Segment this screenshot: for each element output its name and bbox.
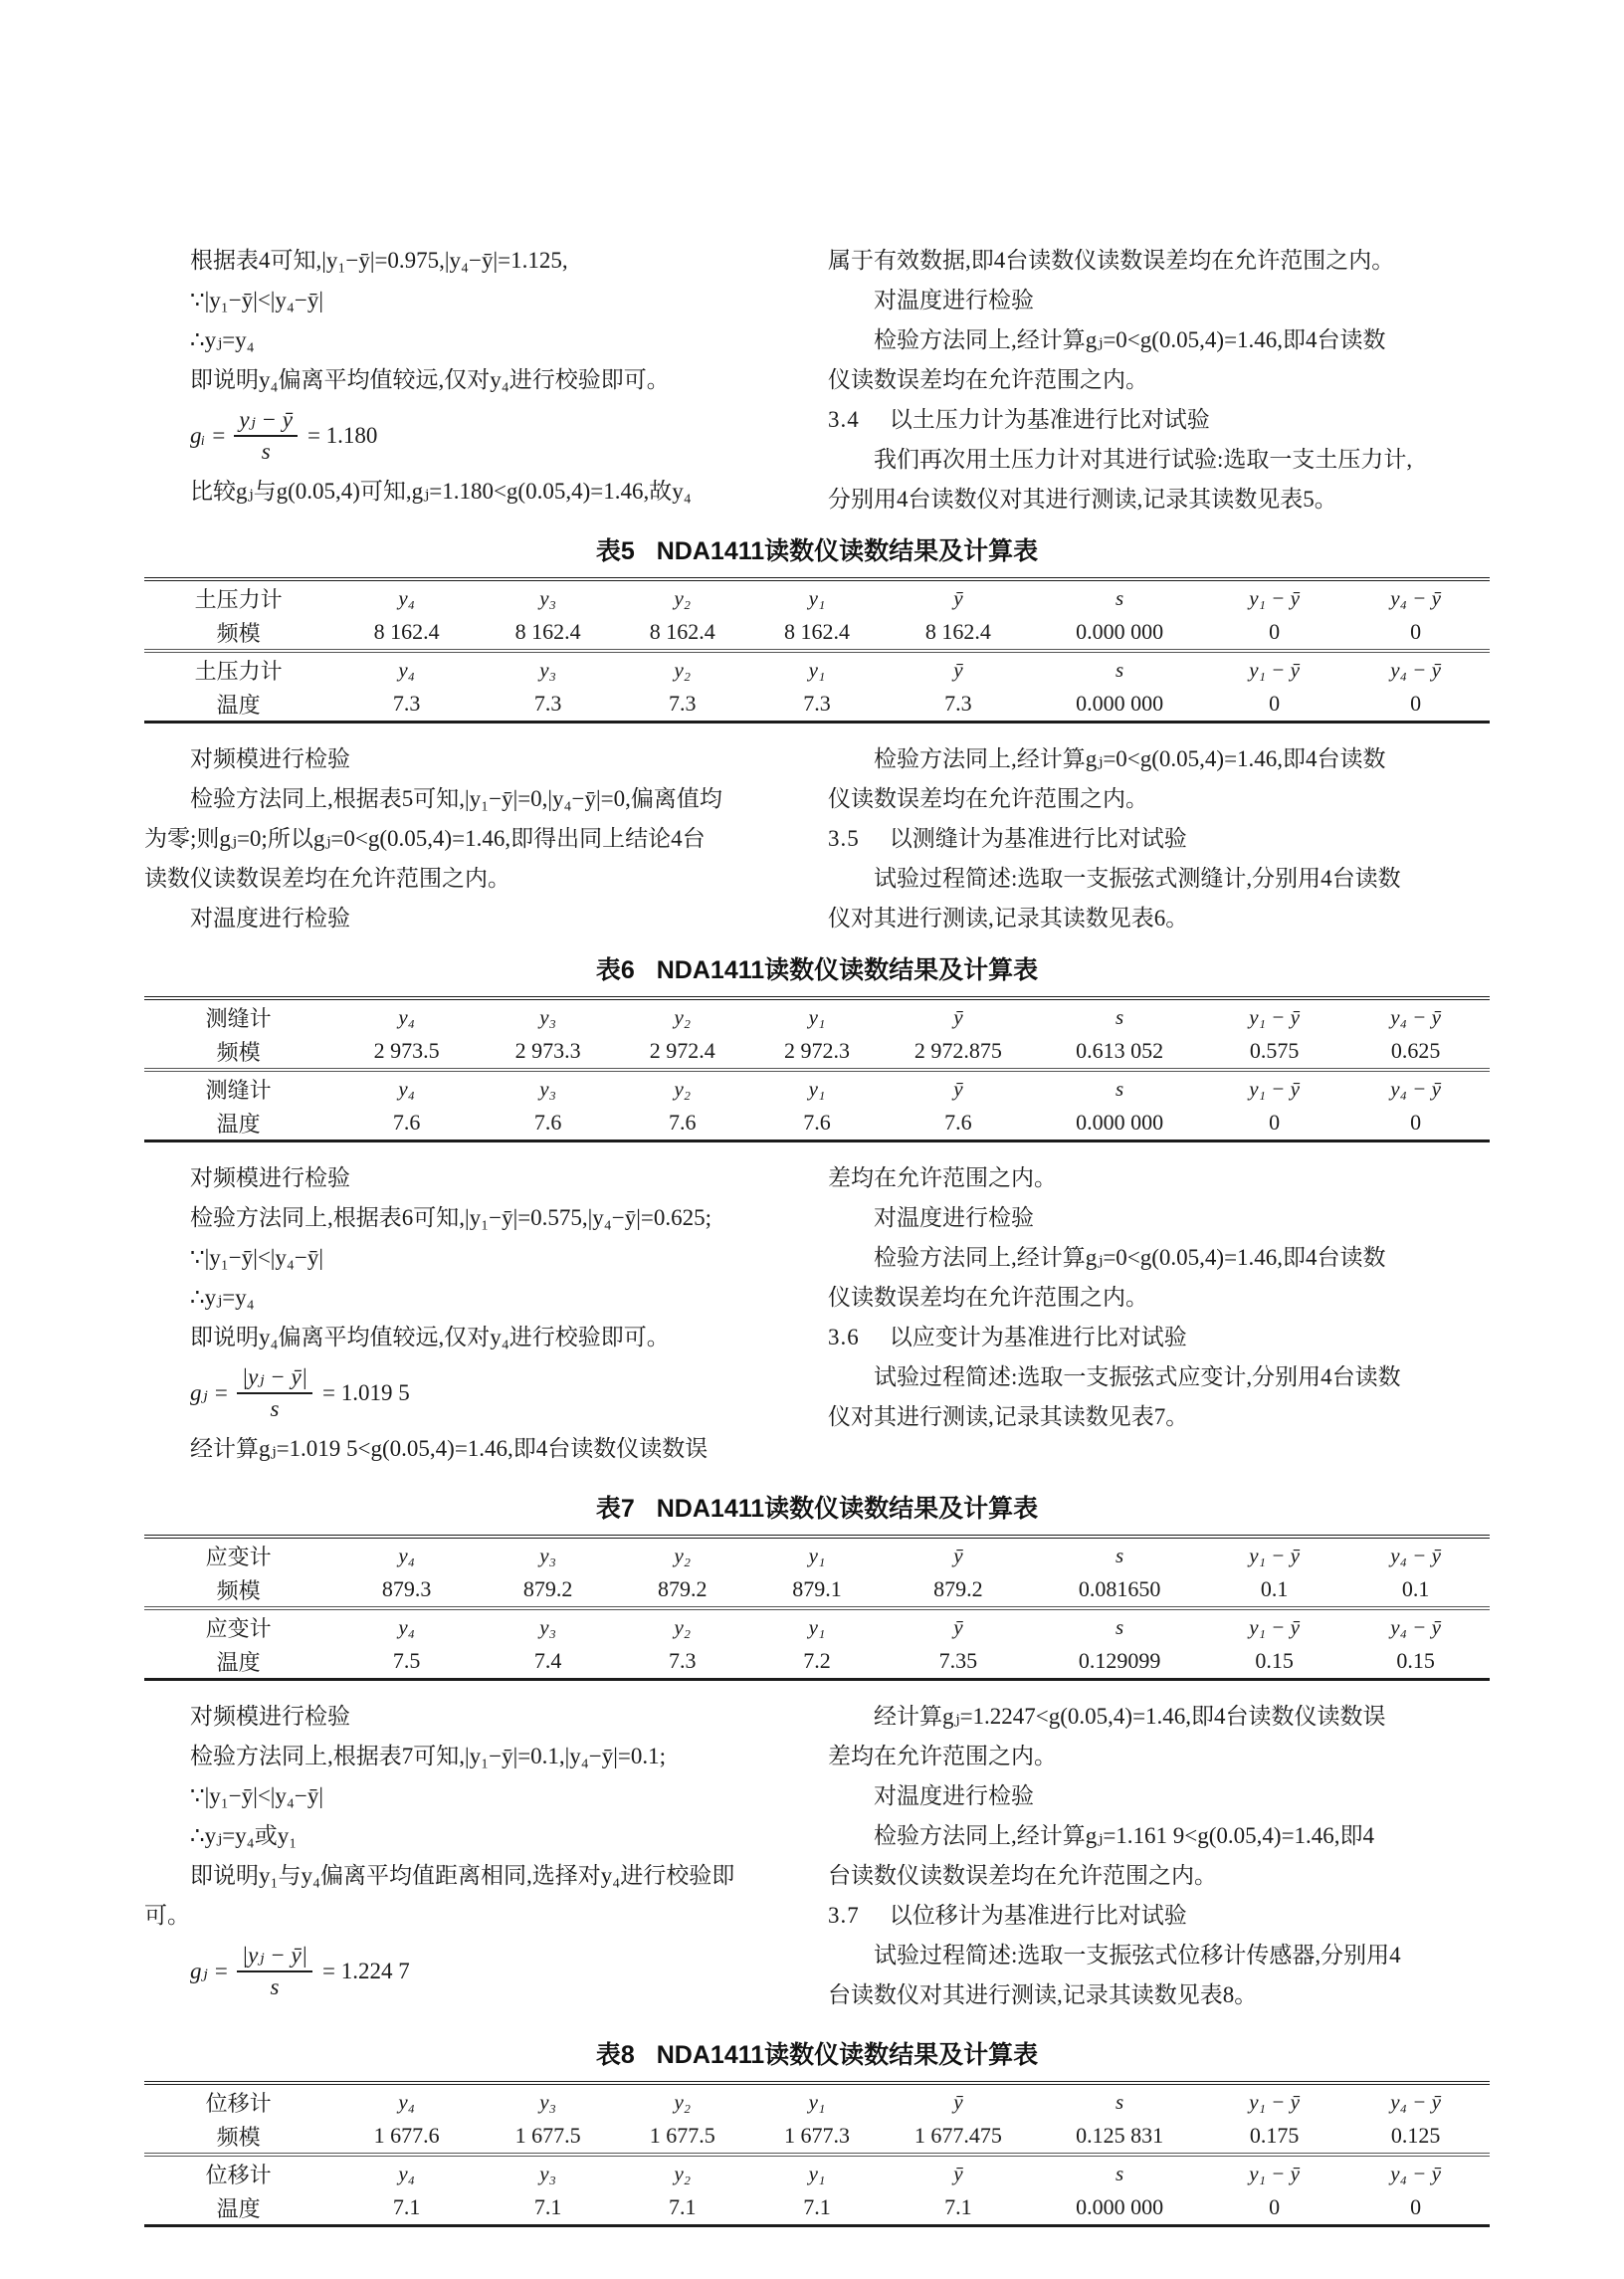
column-header-cell: y₂ — [674, 1543, 692, 1567]
table-caption-label: 表6 — [595, 956, 635, 984]
text-line: 检验方法同上,根据表7可知,|y₁−ȳ|=0.1,|y₄−ȳ|=0.1; — [190, 1744, 666, 1768]
table-5-block — [144, 533, 1490, 724]
table-header-row — [144, 2083, 1490, 2119]
table-value-cell: 2 972.875 — [914, 1038, 1002, 1063]
column-header-cell: s — [1116, 585, 1124, 610]
text-column-left — [144, 739, 806, 938]
math-formula — [144, 1936, 806, 2007]
column-header-cell: ȳ — [885, 1608, 1033, 1644]
text-line: ∵|y₁−ȳ|<|y₄−ȳ| — [190, 1245, 324, 1270]
column-header-cell: y₄ — [332, 651, 481, 687]
text-line: ∴yⱼ=y₄或y₁ — [190, 1823, 298, 1848]
text-section-a — [144, 241, 1490, 519]
formula-lhs: gⱼ = — [190, 1959, 229, 1983]
table-value-cell: 1 677.475 — [914, 2123, 1002, 2148]
table-value-cell: 879.1 — [792, 1576, 842, 1601]
column-header-cell: y₄ − ȳ — [1390, 1543, 1441, 1567]
table-value-cell: 2 973.3 — [514, 1038, 581, 1063]
column-header-cell: y₁ − ȳ — [1249, 1543, 1300, 1567]
text-line: 比较gⱼ与g(0.05,4)可知,gⱼ=1.180<g(0.05,4)=1.46,故y₄ — [190, 479, 692, 504]
table-value-cell: 7.3 — [944, 691, 972, 716]
table-value-cell: 0.1 — [1401, 1576, 1430, 1601]
table-value-cell: 0.000 000 — [1076, 1110, 1164, 1135]
instrument-label-cell: 土压力计 — [144, 651, 332, 687]
text-line: 根据表4可知,|y₁−ȳ|=0.975,|y₄−ȳ|=1.125, — [190, 248, 568, 273]
text-line: 对频模进行检验 — [190, 1165, 350, 1190]
column-header-cell: s — [1116, 1543, 1124, 1567]
column-header-cell: y₃ — [539, 585, 556, 610]
table-value-cell: 8 162.4 — [924, 619, 991, 644]
column-header-cell: y₄ − ȳ — [1341, 1608, 1490, 1644]
fraction-numerator: |yⱼ − ȳ| — [237, 1941, 312, 1972]
text-line: 对温度进行检验 — [874, 1783, 1034, 1808]
column-header-cell: y₄ − ȳ — [1390, 1004, 1441, 1029]
text-column-left — [144, 241, 806, 519]
column-header-cell: y₃ — [481, 2155, 615, 2190]
text-line: 仪对其进行测读,记录其读数见表6。 — [828, 906, 1189, 931]
table-value-cell: 0.129099 — [1078, 1648, 1161, 1673]
table-value-cell: 0 — [1410, 1110, 1422, 1135]
column-header-cell: y₃ — [539, 1543, 556, 1567]
table-value-cell: 7.3 — [533, 691, 562, 716]
column-header-cell: y₂ — [615, 651, 749, 687]
table-header-row — [144, 651, 1490, 687]
metric-label-cell: 温度 — [216, 692, 261, 718]
text-line: ∴yⱼ=y₄ — [190, 1285, 255, 1310]
column-header-cell: y₁ − ȳ — [1207, 2155, 1341, 2190]
table-value-cell: 0.081650 — [1078, 1576, 1161, 1601]
table-caption-text: NDA1411读数仪读数结果及计算表 — [656, 1495, 1039, 1523]
table-header-row — [144, 579, 1490, 615]
instrument-label-cell: 测缝计 — [205, 1005, 272, 1031]
table-value-cell: 0 — [1269, 619, 1281, 644]
table-caption-label: 表8 — [595, 2041, 635, 2069]
column-header-cell: y₁ − ȳ — [1249, 1004, 1300, 1029]
table-value-cell: 7.1 — [669, 2194, 697, 2219]
page-content — [144, 241, 1490, 2227]
column-header-cell: y₃ — [539, 2089, 556, 2114]
text-line: 可。 — [144, 1903, 190, 1928]
heading-number: 3.7 — [828, 1903, 860, 1928]
column-header-cell: y₃ — [481, 1608, 615, 1644]
formula-lhs: gᵢ = — [190, 423, 227, 448]
table-6-block — [144, 952, 1490, 1142]
text-line: 对温度进行检验 — [190, 906, 350, 931]
table-data-row — [144, 2190, 1490, 2226]
column-header-cell: s — [1116, 2089, 1124, 2114]
text-line: 检验方法同上,经计算gⱼ=0<g(0.05,4)=1.46,即4台读数 — [874, 746, 1386, 771]
table-value-cell: 879.3 — [381, 1576, 432, 1601]
table-value-cell: 7.3 — [669, 1648, 697, 1673]
table-8 — [144, 2081, 1490, 2227]
text-line: 试验过程简述:选取一支振弦式测缝计,分别用4台读数 — [874, 866, 1401, 891]
table-value-cell: 879.2 — [658, 1576, 708, 1601]
text-column-right — [828, 1158, 1490, 1469]
column-header-cell: y₄ — [332, 1070, 481, 1106]
text-column-left — [144, 1697, 806, 2015]
table-value-cell: 7.6 — [944, 1110, 972, 1135]
column-header-cell: ȳ — [885, 651, 1033, 687]
table-value-cell: 8 162.4 — [783, 619, 850, 644]
text-line: 仪对其进行测读,记录其读数见表7。 — [828, 1404, 1189, 1429]
column-header-cell: y₄ — [332, 2155, 481, 2190]
section-heading — [828, 400, 1490, 440]
table-value-cell: 7.6 — [803, 1110, 831, 1135]
heading-number: 3.6 — [828, 1325, 860, 1349]
text-line: 属于有效数据,即4台读数仪读数误差均在允许范围之内。 — [828, 248, 1395, 273]
table-value-cell: 7.6 — [669, 1110, 697, 1135]
text-line: ∵|y₁−ȳ|<|y₄−ȳ| — [190, 1783, 324, 1808]
metric-label-cell: 频模 — [216, 620, 261, 646]
column-header-cell: y₁ − ȳ — [1207, 651, 1341, 687]
fraction — [237, 1362, 312, 1424]
math-formula — [144, 400, 806, 472]
heading-text: 以位移计为基准进行比对试验 — [889, 1903, 1187, 1928]
table-data-row — [144, 615, 1490, 651]
column-header-cell: y₄ — [398, 1543, 415, 1567]
text-line: 对温度进行检验 — [874, 288, 1034, 312]
column-header-cell: y₃ — [481, 1070, 615, 1106]
text-column-right — [828, 739, 1490, 938]
table-value-cell: 0.15 — [1255, 1648, 1294, 1673]
column-header-cell: ȳ — [953, 585, 963, 610]
table-value-cell: 2 972.4 — [649, 1038, 715, 1063]
text-line: 即说明y₄偏离平均值较远,仅对y₄进行校验即可。 — [190, 367, 670, 392]
column-header-cell: y₁ — [749, 1608, 884, 1644]
text-column-left — [144, 1158, 806, 1469]
column-header-cell: y₁ − ȳ — [1207, 1070, 1341, 1106]
column-header-cell: ȳ — [885, 1070, 1033, 1106]
formula-result: = 1.224 7 — [322, 1959, 410, 1983]
text-line: ∴yⱼ=y₄ — [190, 327, 255, 352]
heading-number: 3.5 — [828, 826, 860, 851]
heading-number: 3.4 — [828, 407, 860, 432]
fraction-denominator: s — [270, 1396, 280, 1421]
table-value-cell: 7.3 — [803, 691, 831, 716]
heading-text: 以土压力计为基准进行比对试验 — [889, 407, 1210, 432]
table-value-cell: 7.3 — [392, 691, 421, 716]
table-6 — [144, 996, 1490, 1142]
text-line: 经计算gⱼ=1.2247<g(0.05,4)=1.46,即4台读数仪读数误 — [874, 1704, 1386, 1729]
column-header-cell: y₄ − ȳ — [1341, 651, 1490, 687]
text-line: 检验方法同上,经计算gⱼ=0<g(0.05,4)=1.46,即4台读数 — [874, 327, 1386, 352]
table-value-cell: 2 972.3 — [783, 1038, 850, 1063]
table-7-block — [144, 1491, 1490, 1681]
table-value-cell: 7.1 — [944, 2194, 972, 2219]
section-heading — [828, 1318, 1490, 1357]
table-value-cell: 8 162.4 — [514, 619, 581, 644]
table-data-row — [144, 1034, 1490, 1070]
column-header-cell: ȳ — [885, 2155, 1033, 2190]
text-line: 分别用4台读数仪对其进行测读,记录其读数见表5。 — [828, 487, 1337, 512]
table-value-cell: 0.125 831 — [1076, 2123, 1164, 2148]
text-line: 台读数仪对其进行测读,记录其读数见表8。 — [828, 1982, 1258, 2007]
table-7 — [144, 1535, 1490, 1681]
metric-label-cell: 温度 — [216, 1111, 261, 1137]
table-value-cell: 0 — [1269, 1110, 1281, 1135]
table-value-cell: 0.625 — [1390, 1038, 1441, 1063]
text-line: 即说明y₁与y₄偏离平均值距离相同,选择对y₄进行校验即 — [190, 1863, 735, 1888]
text-line: 差均在允许范围之内。 — [828, 1744, 1057, 1768]
formula-result: = 1.019 5 — [322, 1380, 410, 1405]
column-header-cell: y₁ — [808, 1543, 826, 1567]
text-line: 检验方法同上,经计算gⱼ=1.161 9<g(0.05,4)=1.46,即4 — [874, 1823, 1375, 1848]
fraction-denominator: s — [261, 439, 271, 464]
column-header-cell: y₄ — [398, 2089, 415, 2114]
table-value-cell: 0.613 052 — [1076, 1038, 1164, 1063]
column-header-cell: y₄ − ȳ — [1390, 585, 1441, 610]
column-header-cell: y₁ — [808, 1004, 826, 1029]
text-line: 检验方法同上,经计算gⱼ=0<g(0.05,4)=1.46,即4台读数 — [874, 1245, 1386, 1270]
text-line: ∵|y₁−ȳ|<|y₄−ȳ| — [190, 288, 324, 312]
table-data-row — [144, 1106, 1490, 1141]
instrument-label-cell: 土压力计 — [194, 586, 283, 612]
table-data-row — [144, 2119, 1490, 2155]
table-value-cell: 7.2 — [803, 1648, 831, 1673]
table-value-cell: 1 677.3 — [783, 2123, 850, 2148]
table-caption-text: NDA1411读数仪读数结果及计算表 — [656, 2041, 1039, 2069]
table-value-cell: 1 677.6 — [373, 2123, 440, 2148]
table-header-row — [144, 1537, 1490, 1572]
text-line: 仪读数误差均在允许范围之内。 — [828, 1285, 1148, 1310]
metric-label-cell: 频模 — [216, 1039, 261, 1065]
column-header-cell: ȳ — [953, 2089, 963, 2114]
table-header-row — [144, 2155, 1490, 2190]
table-value-cell: 0 — [1269, 2194, 1281, 2219]
table-value-cell: 8 162.4 — [649, 619, 715, 644]
column-header-cell: y₄ − ȳ — [1390, 2089, 1441, 2114]
table-header-row — [144, 998, 1490, 1034]
column-header-cell: y₁ − ȳ — [1207, 1608, 1341, 1644]
column-header-cell: y₄ — [398, 585, 415, 610]
text-section-c — [144, 1158, 1490, 1469]
table-caption-text: NDA1411读数仪读数结果及计算表 — [656, 537, 1039, 565]
column-header-cell: y₄ — [398, 1004, 415, 1029]
column-header-cell: s — [1032, 1608, 1207, 1644]
metric-label-cell: 频模 — [216, 2124, 261, 2150]
table-5-caption — [144, 533, 1490, 569]
table-value-cell: 879.2 — [522, 1576, 573, 1601]
fraction-numerator: |yⱼ − ȳ| — [237, 1362, 312, 1394]
text-line: 台读数仪读数误差均在允许范围之内。 — [828, 1863, 1217, 1888]
text-line: 读数仪读数误差均在允许范围之内。 — [144, 866, 510, 891]
instrument-label-cell: 应变计 — [205, 1544, 272, 1569]
column-header-cell: y₁ − ȳ — [1249, 2089, 1300, 2114]
table-8-caption — [144, 2037, 1490, 2073]
table-value-cell: 0.125 — [1390, 2123, 1441, 2148]
text-line: 仪读数误差均在允许范围之内。 — [828, 786, 1148, 811]
text-column-right — [828, 241, 1490, 519]
column-header-cell: y₁ — [808, 585, 826, 610]
fraction — [234, 405, 298, 467]
fraction-numerator: yⱼ − ȳ — [234, 405, 298, 437]
column-header-cell: y₄ − ȳ — [1341, 1070, 1490, 1106]
table-caption-label: 表5 — [595, 537, 635, 565]
table-value-cell: 1 677.5 — [649, 2123, 715, 2148]
column-header-cell: y₂ — [674, 2089, 692, 2114]
table-6-caption — [144, 952, 1490, 988]
heading-text: 以测缝计为基准进行比对试验 — [889, 826, 1187, 851]
text-line: 即说明y₄偏离平均值较远,仅对y₄进行校验即可。 — [190, 1325, 670, 1349]
table-value-cell: 0.000 000 — [1076, 2194, 1164, 2219]
formula-lhs: gⱼ = — [190, 1380, 229, 1405]
table-value-cell: 0.1 — [1260, 1576, 1289, 1601]
text-line: 差均在允许范围之内。 — [828, 1165, 1057, 1190]
table-data-row — [144, 1572, 1490, 1608]
text-section-b — [144, 739, 1490, 938]
column-header-cell: y₂ — [615, 1070, 749, 1106]
instrument-label-cell: 测缝计 — [144, 1070, 332, 1106]
table-value-cell: 7.1 — [392, 2194, 421, 2219]
table-5 — [144, 577, 1490, 724]
table-value-cell: 879.2 — [933, 1576, 983, 1601]
column-header-cell: s — [1032, 651, 1207, 687]
column-header-cell: s — [1032, 1070, 1207, 1106]
text-line: 经计算gⱼ=1.019 5<g(0.05,4)=1.46,即4台读数仪读数误 — [190, 1436, 709, 1461]
table-caption-text: NDA1411读数仪读数结果及计算表 — [656, 956, 1039, 984]
column-header-cell: ȳ — [953, 1543, 963, 1567]
section-heading — [828, 819, 1490, 859]
table-value-cell: 1 677.5 — [514, 2123, 581, 2148]
column-header-cell: y₁ — [749, 1070, 884, 1106]
table-value-cell: 7.4 — [533, 1648, 562, 1673]
column-header-cell: y₂ — [674, 1004, 692, 1029]
column-header-cell: y₄ − ȳ — [1341, 2155, 1490, 2190]
table-header-row — [144, 1608, 1490, 1644]
table-value-cell: 0 — [1410, 2194, 1422, 2219]
column-header-cell: ȳ — [953, 1004, 963, 1029]
fraction-denominator: s — [270, 1974, 280, 1999]
table-value-cell: 8 162.4 — [373, 619, 440, 644]
table-data-row — [144, 1644, 1490, 1680]
fraction — [237, 1941, 312, 2002]
column-header-cell: y₁ − ȳ — [1249, 585, 1300, 610]
table-value-cell: 0.000 000 — [1076, 619, 1164, 644]
text-line: 为零;则gⱼ=0;所以gⱼ=0<g(0.05,4)=1.46,即得出同上结论4台 — [144, 826, 706, 851]
formula-result: = 1.180 — [306, 423, 378, 448]
table-value-cell: 0.000 000 — [1076, 691, 1164, 716]
column-header-cell: s — [1116, 1004, 1124, 1029]
text-line: 仪读数误差均在允许范围之内。 — [828, 367, 1148, 392]
table-value-cell: 0.575 — [1249, 1038, 1300, 1063]
table-data-row — [144, 687, 1490, 723]
column-header-cell: y₃ — [481, 651, 615, 687]
column-header-cell: y₂ — [615, 1608, 749, 1644]
text-line: 对温度进行检验 — [874, 1205, 1034, 1230]
text-line: 对频模进行检验 — [190, 1704, 350, 1729]
table-value-cell: 7.6 — [392, 1110, 421, 1135]
table-value-cell: 0.175 — [1249, 2123, 1300, 2148]
table-8-block — [144, 2037, 1490, 2227]
column-header-cell: y₁ — [808, 2089, 826, 2114]
table-value-cell: 0 — [1410, 619, 1422, 644]
text-line: 试验过程简述:选取一支振弦式应变计,分别用4台读数 — [874, 1364, 1401, 1389]
column-header-cell: y₂ — [674, 585, 692, 610]
table-value-cell: 7.1 — [533, 2194, 562, 2219]
column-header-cell: y₄ — [332, 1608, 481, 1644]
text-section-d — [144, 1697, 1490, 2015]
table-header-row — [144, 1070, 1490, 1106]
instrument-label-cell: 应变计 — [144, 1608, 332, 1644]
column-header-cell: y₃ — [539, 1004, 556, 1029]
table-value-cell: 7.6 — [533, 1110, 562, 1135]
text-line: 我们再次用土压力计对其进行试验:选取一支土压力计, — [874, 447, 1413, 472]
column-header-cell: y₁ — [749, 2155, 884, 2190]
table-value-cell: 7.1 — [803, 2194, 831, 2219]
metric-label-cell: 频模 — [216, 1577, 261, 1603]
column-header-cell: y₁ — [749, 651, 884, 687]
instrument-label-cell: 位移计 — [144, 2155, 332, 2190]
text-line: 试验过程简述:选取一支振弦式位移计传感器,分别用4 — [874, 1943, 1401, 1968]
text-line: 检验方法同上,根据表6可知,|y₁−ȳ|=0.575,|y₄−ȳ|=0.625; — [190, 1205, 711, 1230]
math-formula — [144, 1357, 806, 1429]
metric-label-cell: 温度 — [216, 2195, 261, 2221]
column-header-cell: y₂ — [615, 2155, 749, 2190]
instrument-label-cell: 位移计 — [205, 2090, 272, 2116]
metric-label-cell: 温度 — [216, 1649, 261, 1675]
table-value-cell: 7.35 — [938, 1648, 978, 1673]
table-7-caption — [144, 1491, 1490, 1527]
column-header-cell: s — [1032, 2155, 1207, 2190]
text-line: 检验方法同上,根据表5可知,|y₁−ȳ|=0,|y₄−ȳ|=0,偏离值均 — [190, 786, 722, 811]
text-line: 对频模进行检验 — [190, 746, 350, 771]
table-value-cell: 0 — [1410, 691, 1422, 716]
heading-text: 以应变计为基准进行比对试验 — [889, 1325, 1187, 1349]
text-column-right — [828, 1697, 1490, 2015]
table-value-cell: 7.3 — [669, 691, 697, 716]
table-value-cell: 0.15 — [1396, 1648, 1435, 1673]
table-value-cell: 7.5 — [392, 1648, 421, 1673]
table-value-cell: 2 973.5 — [373, 1038, 440, 1063]
table-value-cell: 0 — [1269, 691, 1281, 716]
table-caption-label: 表7 — [595, 1495, 635, 1523]
section-heading — [828, 1896, 1490, 1936]
